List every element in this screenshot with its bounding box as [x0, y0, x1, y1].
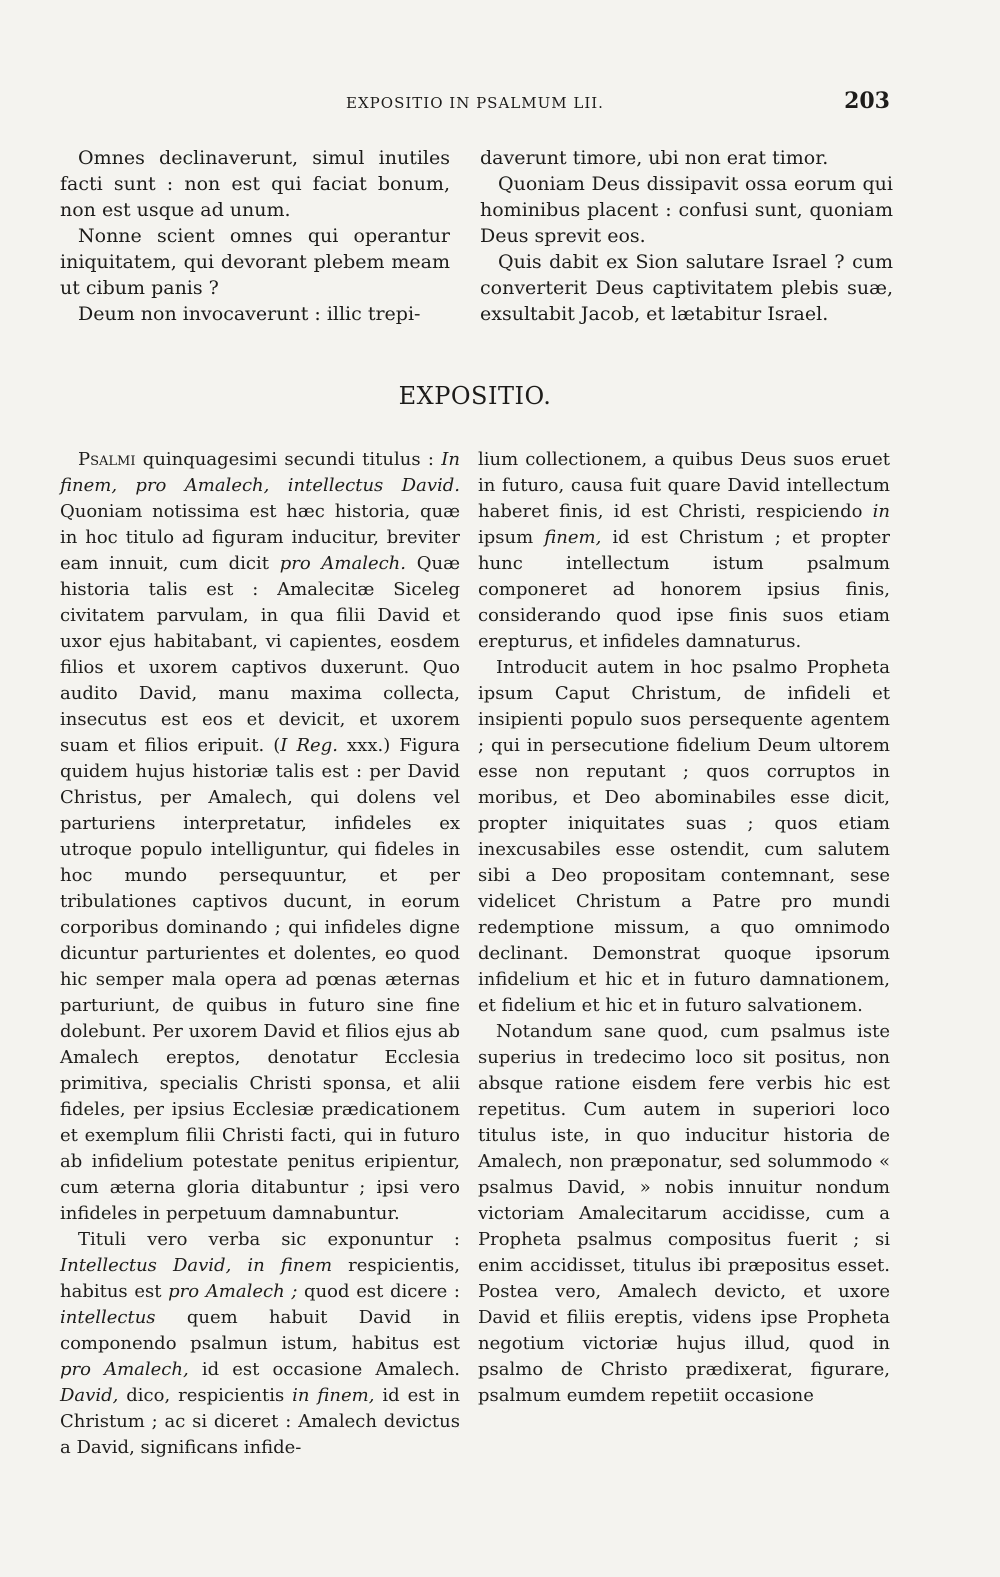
page-number: 203: [844, 88, 890, 114]
italic-run: intellectus: [60, 1307, 156, 1328]
text-run: Quæ historia talis est : Amalecitæ Siceleg civitatem parvulam, in qua filii David et uxor ejus habitabant, vi capientes, eosdem filios et uxorem captivos duxerunt. Quo audito David, manu maxima collecta, insecutus est eos et devicit, et uxorem suam et filios eripuit. (: [60, 553, 460, 756]
italic-run: David,: [60, 1385, 119, 1406]
psalm-verse: Omnes declinaverunt, simul inutiles facti sunt : non est qui faciat bonum, non est usque ad unum.: [60, 147, 450, 221]
commentary-paragraph: [60, 447, 460, 1227]
small-caps-word: Psalmi: [78, 449, 136, 470]
commentary-paragraph: Introducit autem in hoc psalmo Propheta ipsum Caput Christum, de infideli et insipienti populo suos persequente agentem ; qui in persecutione fidelium Deum ultorem esse non reputant ; quos corruptos in moribus, et Deo abominabiles esse dicit, propter iniquitates suas ; quos etiam inexcusabiles esse ostendit, cum salutem sibi a Deo propositam contemnant, sese videlicet Christum a Patre pro mundi redemptione missum, a quo omnimodo declinant. Demonstrat quoque ipsorum infidelium et hic et in futuro damnationem, et fidelium et hic et in futuro salvationem.: [478, 657, 890, 1016]
text-run: ipsum: [478, 527, 545, 548]
commentary-right-column: [478, 447, 890, 1409]
commentary-paragraph: Notandum sane quod, cum psalmus iste superius in tredecimo loco sit positus, non absque ratione eisdem fere verbis hic est repetitus. Cum autem in superiori loco titulus iste, in quo inducitur historia de Amalech, non præponatur, sed solummodo « psalmus David, » nobis innuitur nondum victoriam Amalecitarum accidisse, cum a Propheta psalmus compositus fuerit ; si enim accidisset, titulus ibi præpositus esset. Postea vero, Amalech devicto, et uxore David et filiis ereptis, videns ipse Propheta negotium victoriæ hujus illud, quod in psalmo de Christo prædixerat, figurare, psalmum eumdem repetiit occasione: [478, 1021, 890, 1406]
psalm-verse: Quis dabit ex Sion salutare Israel ? cum converterit Deus captivitatem plebis suæ, exsultabit Jacob, et lætabitur Israel.: [480, 251, 893, 325]
text-run: lium collectionem, a quibus Deus suos eruet in futuro, causa fuit quare David intellectum haberet finis, id est Christi, respiciendo: [478, 449, 890, 522]
italic-run: in: [872, 501, 890, 522]
psalm-text-right-column: [480, 145, 893, 327]
commentary-paragraph: [478, 447, 890, 655]
italic-run: I Reg.: [280, 735, 338, 756]
text-run: quem habuit David in componendo psalmun istum, habitus est: [60, 1307, 460, 1354]
italic-run: finem,: [544, 527, 602, 548]
text-run: Tituli vero verba sic exponuntur :: [78, 1229, 460, 1250]
text-run: respicientis, habitus est: [60, 1255, 460, 1302]
section-heading: EXPOSITIO.: [398, 382, 552, 410]
text-run: dico, respicientis: [118, 1385, 293, 1406]
text-run: id est in Christum ; ac si diceret : Amalech devictus a David, significans infide-: [60, 1385, 461, 1458]
text-run: id est occasione Amalech.: [188, 1359, 461, 1380]
psalm-verse: Quoniam Deus dissipavit ossa eorum qui hominibus placent : confusi sunt, quoniam Deus sprevit eos.: [480, 173, 893, 247]
psalm-verse: Deum non invocaverunt : illic trepi-: [78, 303, 421, 325]
page-header: [60, 88, 890, 118]
text-run: Quoniam notissima est hæc historia, quæ in hoc titulo ad figuram inducitur, breviter eam innuit, cum dicit: [60, 501, 460, 574]
psalm-text-left-column: [60, 145, 450, 327]
italic-run: In finem, pro Amalech, intellectus David.: [60, 449, 460, 496]
text-run: id est Christum ; et propter hunc intellectum istum psalmum componeret ad honorem ipsius finis, considerando quod ipse finis suos etiam erepturus, et infideles damnaturus.: [478, 527, 890, 652]
psalm-verse: Nonne scient omnes qui operantur iniquitatem, qui devorant plebem meam ut cibum panis ?: [60, 225, 450, 299]
text-run: xxx.) Figura quidem hujus historiæ talis est : per David Christus, per Amalech, qui dolens vel parturiens interpretatur, infideles ex utroque populo intelliguntur, qui fideles in hoc mundo persequuntur, et per tribulationes captivos ducunt, in eorum corporibus dominando ; qui infideles digne dicuntur parturientes et dolentes, eo quod hic semper mala opera ad pœnas æternas parturiunt, de quibus in futuro sine fine dolebunt. Per uxorem David et filios ejus ab Amalech ereptos, denotatur Ecclesia primitiva, specialis Christi sponsa, et alii fideles, per ipsius Ecclesiæ prædicationem et exemplum filii Christi facti, qui in futuro ab infidelium potestate penitus eripientur, cum æterna gloria ditabuntur ; ipsi vero infideles in perpetuum damnabuntur.: [60, 735, 460, 1224]
italic-run: in finem,: [292, 1385, 375, 1406]
italic-run: pro Amalech,: [60, 1359, 189, 1380]
text-run: quod est dicere :: [297, 1281, 460, 1302]
italic-run: Intellectus David, in finem: [60, 1255, 333, 1276]
running-title: EXPOSITIO IN PSALMUM LII.: [346, 94, 604, 112]
italic-run: pro Amalech.: [279, 553, 406, 574]
italic-run: pro Amalech ;: [168, 1281, 298, 1302]
commentary-paragraph: [60, 1227, 460, 1461]
text-run: quinquagesimi secundi titulus :: [135, 449, 442, 470]
psalm-verse: daverunt timore, ubi non erat timor.: [480, 147, 829, 169]
commentary-left-column: [60, 447, 460, 1461]
